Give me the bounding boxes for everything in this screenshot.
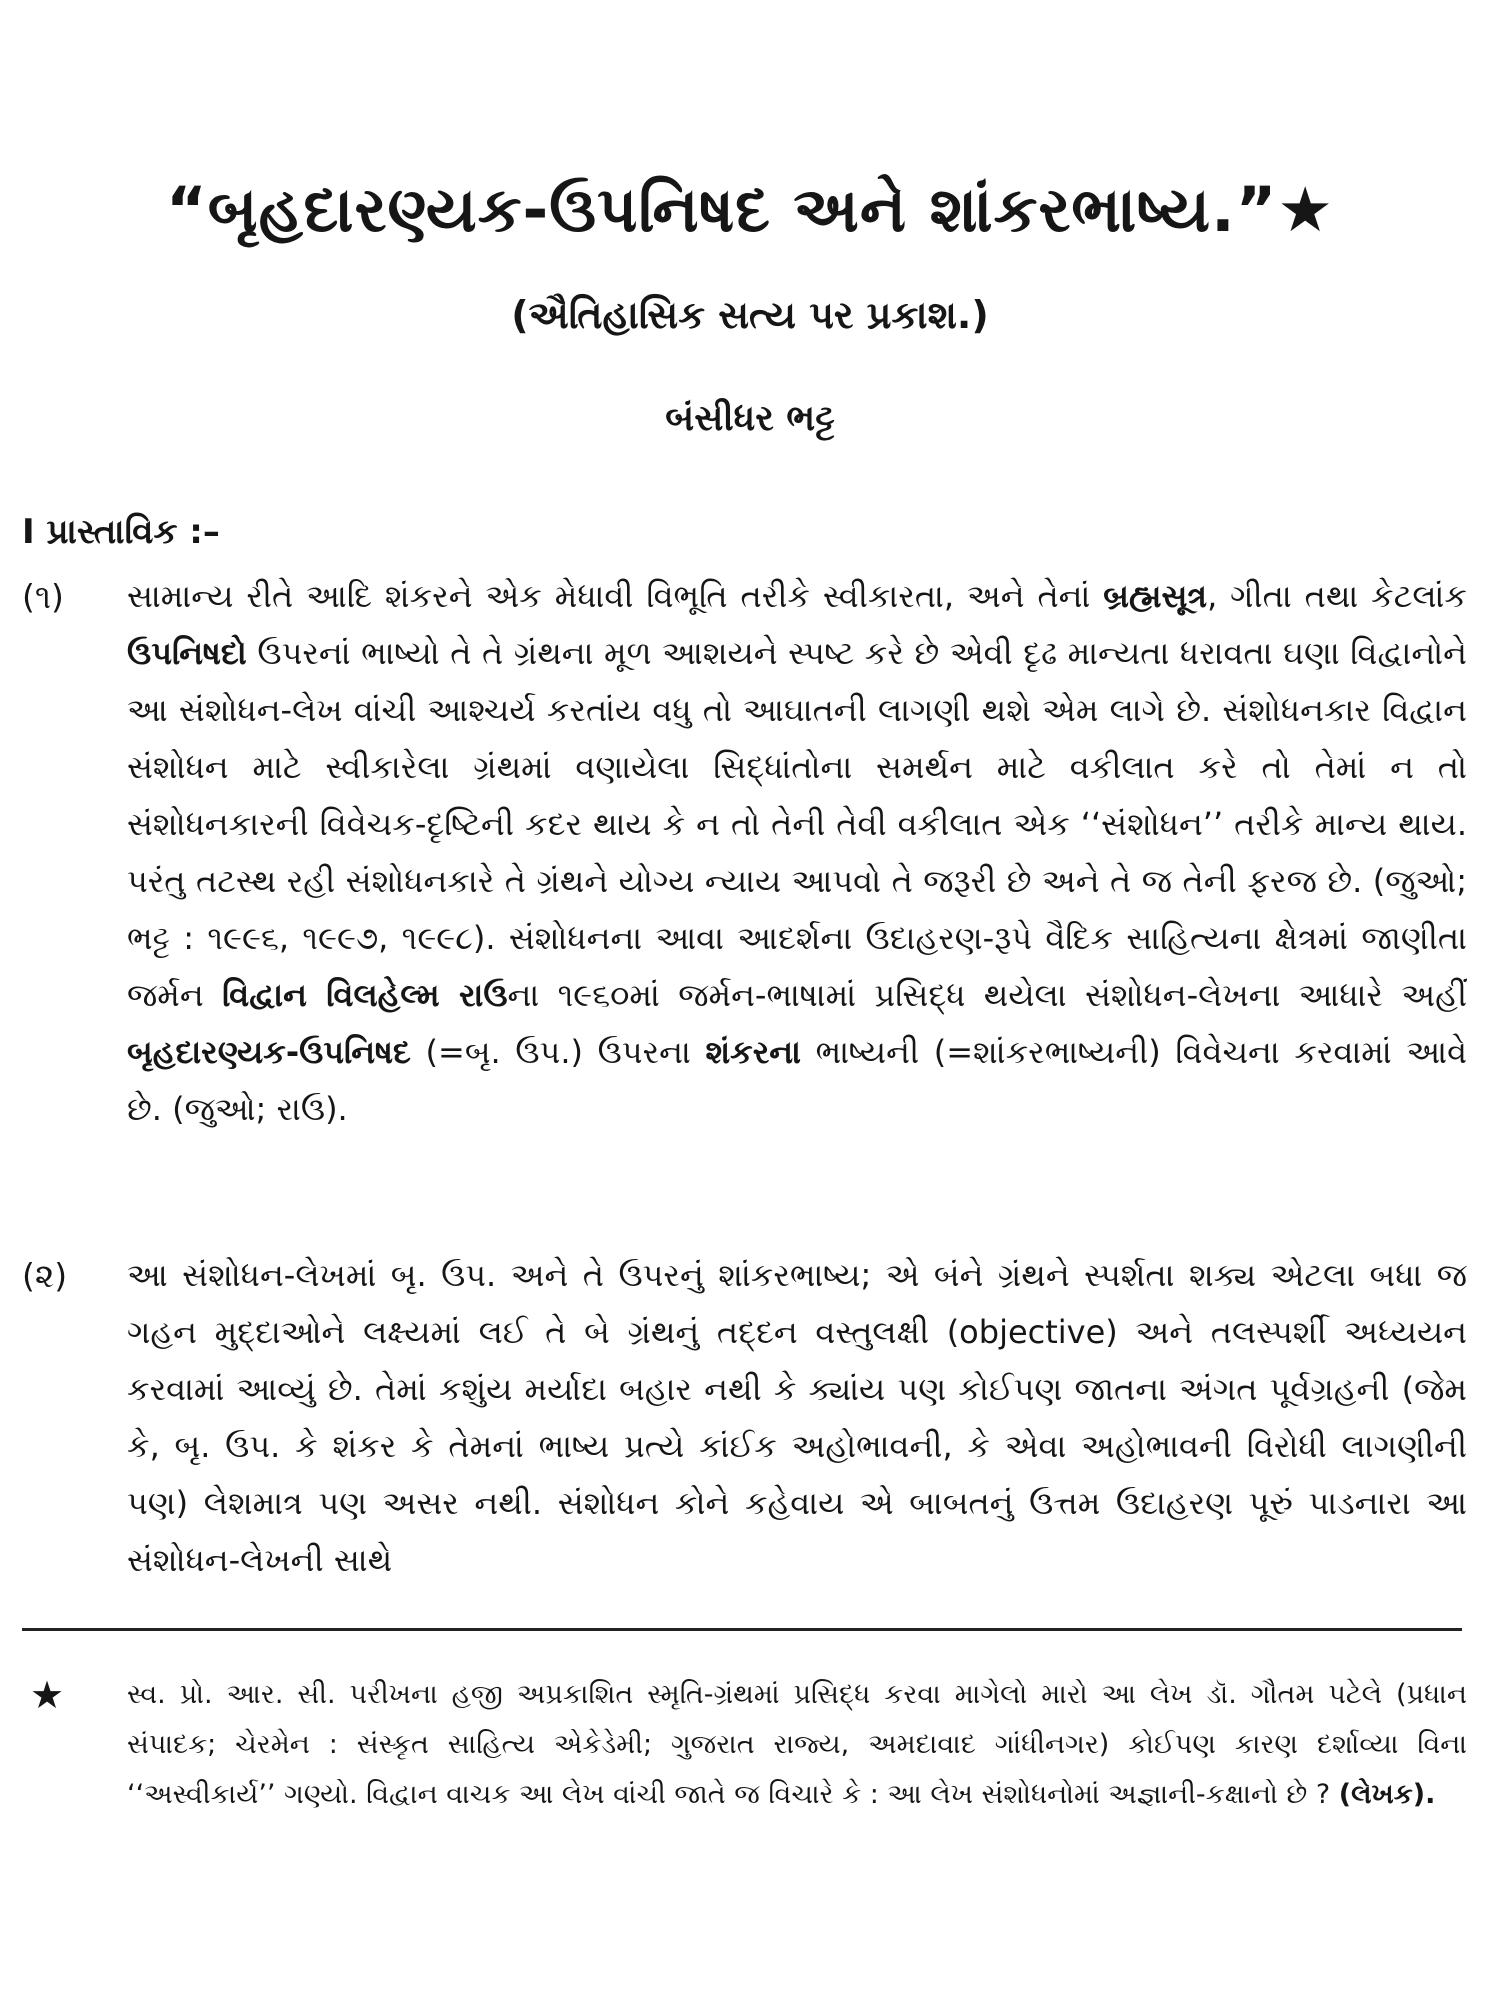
paragraph-text: આ સંશોધન-લેખમાં બૃ. ઉપ. અને તે ઉપરનું શાંકરભાષ્ય; એ બંને ગ્રંથને સ્પર્શતા શક્ય એટલા બધા જ ગહન મુદ્દાઓને લક્ષ્યમાં લઈ તે બે ગ્રંથનું તદ્દન વસ્તુલક્ષી (objective) અને તલસ્પર્શી અધ્યયન કરવામાં આવ્યું છે. તેમાં કશુંય મર્યાદા બહાર નથી કે ક્યાંય પણ કોઈપણ જાતના અંગત પૂર્વગ્રહની (જેમ કે, બૃ. ઉપ. કે શંકર કે તેમનાં ભાષ્ય પ્રત્યે કાંઈક અહોભાવની, કે એવા અહોભાવની વિરોધી લાગણીની પણ) લેશમાત્ર પણ અસર નથી. સંશોધન કોને કહેવાય એ બાબતનું ઉત્તમ ઉદાહરણ પૂરું પાડનારા આ સંશોધન-લેખની સાથે	[127, 1256, 1467, 1579]
text-segment: ના ૧૯૬૦માં જર્મન-ભાષામાં પ્રસિદ્ધ થયેલા સંશોધન-લેખના આધારે અહીં	[507, 976, 1467, 1014]
article-subtitle: (ઐતિહાસિક સત્ય પર પ્રકાશ.)	[511, 293, 989, 337]
bold-term-upanishads: ઉપનિષદો	[127, 634, 247, 672]
footnote-star-icon: ★	[30, 1673, 65, 1717]
author-name: બંસીધર ભટ્ટ	[665, 398, 835, 439]
text-segment: (=બૃ. ઉપ.) ઉપરના	[410, 1033, 706, 1071]
footnote	[22, 1670, 1467, 1820]
bold-term-shankara: શંકરના	[705, 1033, 801, 1071]
text-segment: સામાન્ય રીતે આદિ શંકરને એક મેધાવી વિભૂતિ તરીકે સ્વીકારતા, અને તેનાં	[127, 577, 1104, 615]
section-heading: I પ્રાસ્તાવિક :–	[22, 512, 220, 552]
footnote-signature: (લેખક).	[1338, 1779, 1436, 1810]
footnote-body: સ્વ. પ્રો. આર. સી. પરીખના હજી અપ્રકાશિત સ્મૃતિ-ગ્રંથમાં પ્રસિદ્ધ કરવા માગેલો મારો આ લેખ ડૉ. ગૌતમ પટેલે (પ્રધાન સંપાદક; ચેરમેન : સંસ્કૃત સાહિત્ય એકેડેમી; ગુજરાત રાજ્ય, અમદાવાદ ગાંધીનગર) કોઈપણ કારણ દર્શાવ્યા વિના ‘‘અસ્વીકાર્ય’’ ગણ્યો. વિદ્વાન વાચક આ લેખ વાંચી જાતે જ વિચારે કે : આ લેખ સંશોધનોમાં અજ્ઞાની-કક્ષાનો છે ?	[127, 1679, 1467, 1810]
text-segment: ઉપરનાં ભાષ્યો તે તે ગ્રંથના મૂળ આશયને સ્પષ્ટ કરે છે એવી દૃઢ માન્યતા ધરાવતા ઘણા વિદ્વાનોને આ સંશોધન-લેખ વાંચી આશ્ચર્ય કરતાંય વધુ તો આઘાતની લાગણી થશે એમ લાગે છે. સંશોધનકાર વિદ્વાન સંશોધન માટે સ્વીકારેલા ગ્રંથમાં વણાયેલા સિદ્ધાંતોના સમર્થન માટે વકીલાત કરે તો તેમાં ન તો સંશોધનકારની વિવેચક-દૃષ્ટિની કદર થાય કે ન તો તેની તેવી વકીલાત એક ‘‘સંશોધન’’ તરીકે માન્ય થાય. પરંતુ તટસ્થ રહી સંશોધનકારે તે ગ્રંથને યોગ્ય ન્યાય આપવો તે જરૂરી છે અને તે જ તેની ફરજ છે. (જુઓ; ભટ્ટ : ૧૯૯૬, ૧૯૯૭, ૧૯૯૮). સંશોધનના આવા આદર્શના ઉદાહરણ-રૂપે વૈદિક સાહિત્યના ક્ષેત્રમાં જાણીતા જર્મન	[127, 634, 1467, 1014]
bold-term-scholar-name: વિદ્વાન વિલહેલ્મ રાઉ	[222, 976, 508, 1014]
paragraph-1	[22, 568, 1467, 1138]
footnote-divider	[22, 1628, 1462, 1631]
footnote-text	[127, 1670, 1467, 1820]
paragraph-number: (૨)	[22, 1256, 68, 1295]
bold-term-brahmasutra: બ્રહ્મસૂત્ર	[1103, 577, 1208, 615]
bold-term-brihadaranyaka: બૃહદારણ્યક-ઉપનિષદ	[127, 1033, 411, 1071]
paragraph-number: (૧)	[22, 577, 64, 616]
paragraph-2	[22, 1247, 1467, 1589]
text-segment: , ગીતા તથા કેટલાંક	[1207, 577, 1467, 615]
paragraph-text	[127, 568, 1467, 1138]
article-title: “બૃહદારણ્યક-ઉપનિષદ અને શાંકરભાષ્ય.”★	[166, 173, 1334, 246]
text-segment: ભાષ્યની (=શાંકરભાષ્યની) વિવેચના કરવામાં આવે છે. (જુઓ; રાઉ).	[127, 1033, 1468, 1128]
